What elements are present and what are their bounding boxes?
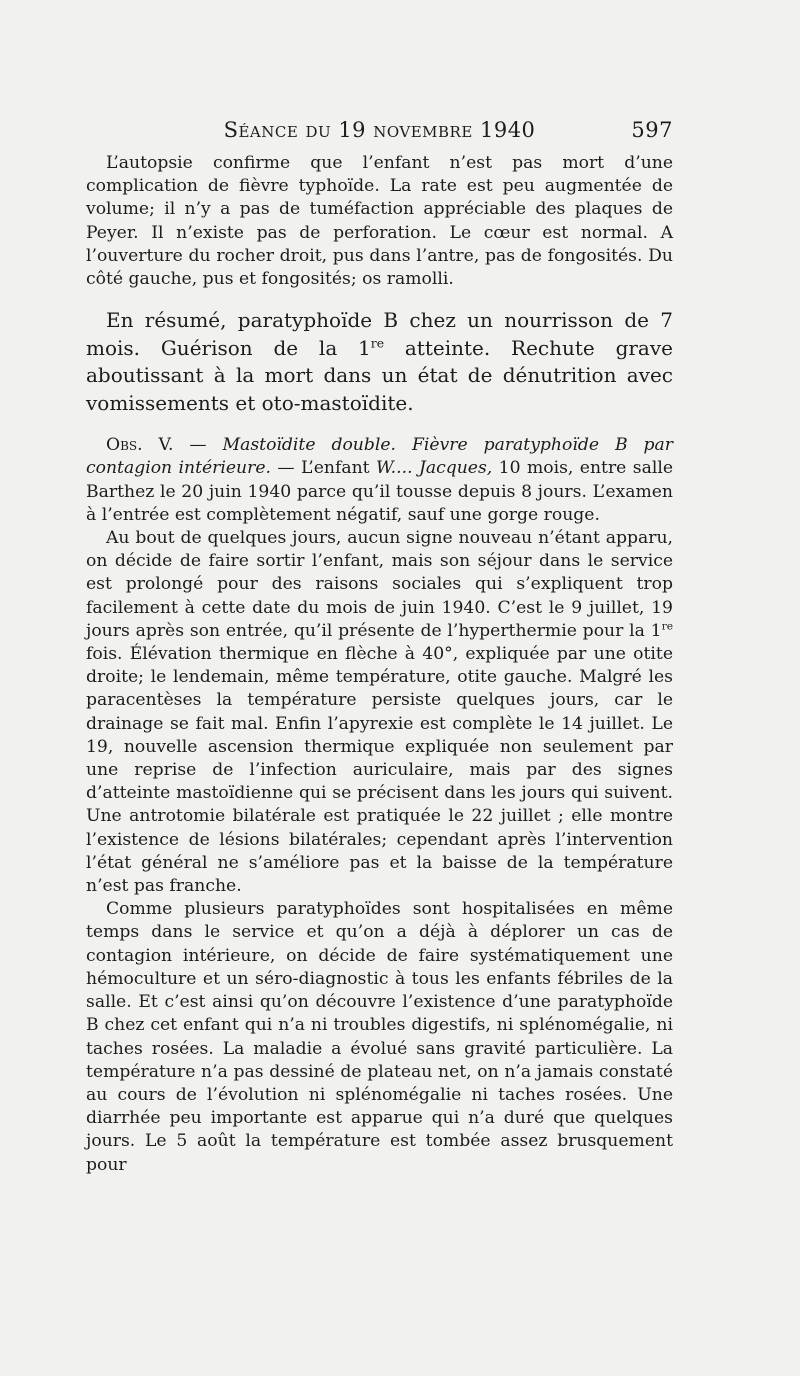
paragraph-course (86, 527, 673, 898)
obs-patient-name: W.... Jacques, (376, 458, 493, 479)
paragraph-summary (86, 307, 673, 417)
summary-text-2: atteinte. Rechute grave aboutissant à la mort dans un état de dénutrition avec vomissements et oto-mastoïdite. (86, 335, 673, 415)
paragraph-observation (86, 434, 673, 527)
obs-text-1: — L’enfant (270, 458, 377, 479)
obs-label: Obs. V. (106, 435, 174, 456)
paragraph-hospitalisation: Comme plusieurs paratyphoïdes sont hospitalisées en même temps dans le service et qu’on a déjà à déplorer un cas de contagion intérieure, on décide de faire systématiquement une hémoculture et un séro-diagnostic à tous les enfants fébriles de la salle. Et c’est ainsi qu’on découvre l’existence d’une paratyphoïde B chez cet enfant qui n’a ni troubles digestifs, ni splénomégalie, ni taches rosées. La maladie a évolué sans gravité particulière. La température n’a pas dessiné de plateau net, on n’a jamais constaté au cours de l’évolution ni splénomégalie ni taches rosées. Une diarrhée peu importante est apparue qui n’a duré que quelques jours. Le 5 août la température est tombée assez brusquement pour (86, 899, 673, 1175)
summary-superscript: re (370, 335, 385, 351)
course-text-1: Au bout de quelques jours, aucun signe nouveau n’étant apparu, on décide de faire sortir l’enfant, mais son séjour dans le service est prolongé pour des raisons sociales qui s’expliquent trop facilement à cette date du mois de juin 1940. C’est le 9 juillet, 19 jours après son entrée, qu’il présente de l’hyperthermie pour la 1 (86, 528, 673, 641)
title-month: novembre (366, 118, 480, 142)
summary-text-1: En résumé, paratyphoïde B chez un nourrisson de 7 mois. Guérison de la 1 (86, 308, 673, 360)
obs-text-2: 10 mois, entre salle Barthez le 20 juin 1940 parce qu’il tousse depuis 8 jours. L’examen à l’entrée est complètement négatif, sauf une gorge rouge. (86, 458, 673, 525)
obs-title: Mastoïdite double. Fièvre paratyphoïde B par contagion intérieure. (86, 435, 674, 479)
course-text-2: fois. Élévation thermique en flèche à 40°, expliquée par une otite droite; le lendemain, même température, otite gauche. Malgré les paracentèses la température persiste quelques jours, car le drainage se fait mal. Enfin l’apyrexie est complète le 14 juillet. Le 19, nouvelle ascension thermique expliquée non seulement par une reprise de l’infection auriculaire, mais par des signes d’atteinte mastoïdienne qui se précisent dans les jours qui suivent. Une antrotomie bilatérale est pratiquée le 22 juillet ; elle montre l’existence de lésions bilatérales; cependant après l’intervention l’état général ne s’améliore pas et la baisse de la température n’est pas franche. (86, 644, 673, 897)
title-seance-du: Séance du (223, 118, 339, 142)
page-number: 597 (631, 118, 673, 142)
running-title (86, 118, 673, 142)
page (86, 118, 673, 1177)
title-day: 19 (338, 118, 367, 142)
running-header (86, 118, 673, 152)
obs-dash: — (173, 435, 223, 456)
paragraph-autopsy: L’autopsie confirme que l’enfant n’est pas mort d’une complication de fièvre typhoïde. La rate est peu augmentée de volume; il n’y a pas de tuméfaction appréciable des plaques de Peyer. Il n’existe pas de perforation. Le cœur est normal. A l’ouverture du rocher droit, pus dans l’antre, pas de fongosités. Du côté gauche, pus et fongosités; os ramolli. (86, 153, 673, 290)
course-superscript: re (661, 619, 673, 633)
title-year: 1940 (479, 118, 536, 142)
